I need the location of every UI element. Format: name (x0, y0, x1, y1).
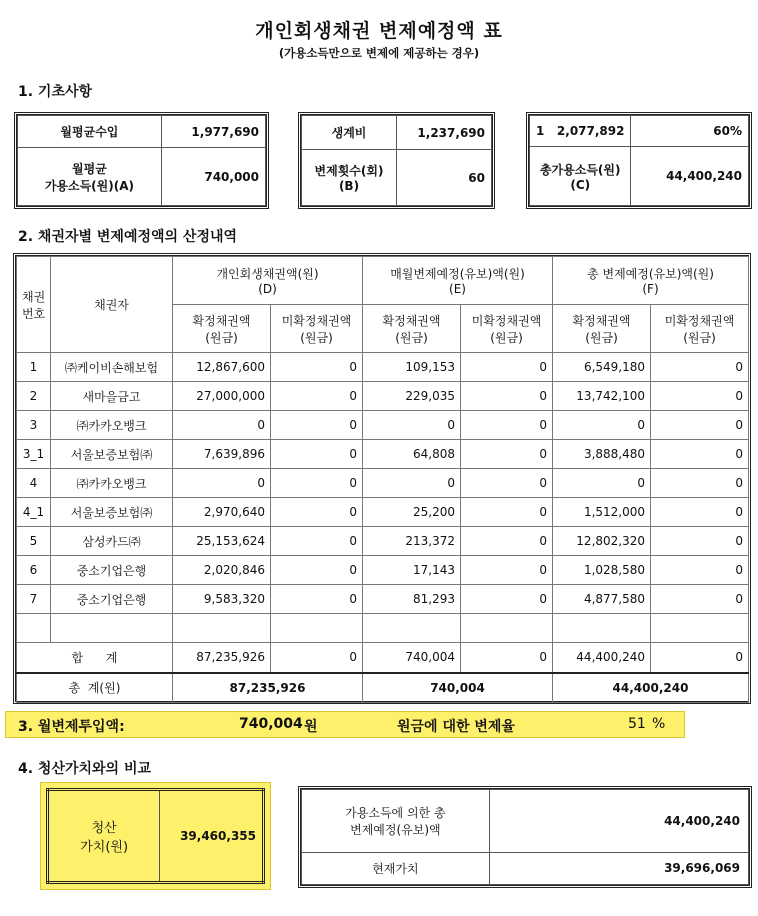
row-confirmed-d: 0 (173, 411, 271, 440)
row-confirmed-d: 12,867,600 (173, 353, 271, 382)
col-creditor-header: 채권자 (51, 257, 173, 353)
comparison-box (298, 786, 752, 888)
repayment-ratio-value: 51 (628, 716, 646, 732)
row-confirmed-d: 0 (173, 469, 271, 498)
payments-label: 변제횟수(회) (B) (302, 150, 397, 206)
row-confirmed-d: 7,639,896 (173, 440, 271, 469)
row-number: 4_1 (17, 498, 51, 527)
row-unconfirmed-e: 0 (461, 469, 553, 498)
row-number: 3_1 (17, 440, 51, 469)
row-confirmed-f: 4,877,580 (553, 585, 651, 614)
row-creditor: 서울보증보험㈜ (51, 440, 173, 469)
planned-repayment-label: 가용소득에 의한 총 변제예정(유보)액 (302, 790, 490, 853)
present-value-label: 현재가치 (302, 852, 490, 884)
creditor-table (13, 253, 751, 704)
row-unconfirmed-f: 0 (651, 556, 749, 585)
grand-total-row (17, 673, 749, 703)
payments-value: 60 (397, 150, 492, 206)
row-unconfirmed-f: 0 (651, 440, 749, 469)
monthly-income-label: 월평균수입 (18, 116, 162, 148)
living-cost-label: 생계비 (302, 116, 397, 150)
row-creditor: 삼성카드㈜ (51, 527, 173, 556)
row-number: 2 (17, 382, 51, 411)
row-number: 3 (17, 411, 51, 440)
grand-total-e: 740,004 (363, 673, 553, 703)
living-cost-box (298, 112, 495, 209)
total-available-value: 44,400,240 (631, 147, 749, 206)
row-number: 4 (17, 469, 51, 498)
row-unconfirmed-f: 0 (651, 527, 749, 556)
table-row (17, 440, 749, 469)
row-confirmed-f: 12,802,320 (553, 527, 651, 556)
row-number: 1 (17, 353, 51, 382)
row-unconfirmed-f: 0 (651, 585, 749, 614)
row-unconfirmed-e: 0 (461, 585, 553, 614)
section2-heading: 2. 채권자별 변제예정액의 산정내역 (18, 229, 238, 245)
row-unconfirmed-e: 0 (461, 440, 553, 469)
row-confirmed-e: 64,808 (363, 440, 461, 469)
page-title: 개인회생채권 변제예정액 표 (255, 20, 503, 42)
sub-confirmed-e: 확정채권액 (원금) (363, 305, 461, 353)
row-unconfirmed-f: 0 (651, 411, 749, 440)
row-creditor: 서울보증보험㈜ (51, 498, 173, 527)
row-confirmed-e: 229,035 (363, 382, 461, 411)
row-confirmed-e: 25,200 (363, 498, 461, 527)
row-creditor: 새마을금고 (51, 382, 173, 411)
row-number: 6 (17, 556, 51, 585)
row-unconfirmed-e: 0 (461, 527, 553, 556)
total-available-box (526, 112, 752, 209)
row-unconfirmed-d: 0 (271, 353, 363, 382)
row-unconfirmed-f: 0 (651, 498, 749, 527)
row-creditor: ㈜카카오뱅크 (51, 469, 173, 498)
repayment-ratio-label: 원금에 대한 변제율 (397, 719, 515, 735)
repayment-ratio-unit: % (652, 716, 666, 732)
row-unconfirmed-e: 0 (461, 382, 553, 411)
grand-total-f: 44,400,240 (553, 673, 749, 703)
subtotal-confirmed-e: 740,004 (363, 643, 461, 673)
row-unconfirmed-f: 0 (651, 382, 749, 411)
row-confirmed-d: 25,153,624 (173, 527, 271, 556)
living-cost-value: 1,237,690 (397, 116, 492, 150)
row-confirmed-e: 0 (363, 469, 461, 498)
empty-row (17, 614, 749, 643)
row-confirmed-d: 9,583,320 (173, 585, 271, 614)
row-confirmed-f: 3,888,480 (553, 440, 651, 469)
monthly-income-value: 1,977,690 (161, 116, 265, 148)
group-e-header: 매월변제예정(유보)액(원) (E) (363, 257, 553, 305)
group-d-header: 개인회생채권액(원) (D) (173, 257, 363, 305)
sub-confirmed-f: 확정채권액 (원금) (553, 305, 651, 353)
total-available-label: 총가용소득(원) (C) (530, 147, 631, 206)
subtotal-label: 합 계 (17, 643, 173, 673)
row-unconfirmed-d: 0 (271, 556, 363, 585)
row-confirmed-f: 0 (553, 411, 651, 440)
subtotal-row (17, 643, 749, 673)
sub-unconfirmed-d: 미확정채권액 (원금) (271, 305, 363, 353)
row-confirmed-f: 1,028,580 (553, 556, 651, 585)
subtotal-unconfirmed-f: 0 (651, 643, 749, 673)
row-confirmed-f: 6,549,180 (553, 353, 651, 382)
table-row (17, 527, 749, 556)
row-number: 5 (17, 527, 51, 556)
row-confirmed-f: 0 (553, 469, 651, 498)
row-unconfirmed-d: 0 (271, 382, 363, 411)
row-confirmed-d: 2,020,846 (173, 556, 271, 585)
row-creditor: ㈜케이비손해보험 (51, 353, 173, 382)
section4-heading: 4. 청산가치와의 비교 (18, 761, 151, 777)
table-row (17, 382, 749, 411)
subtotal-confirmed-d: 87,235,926 (173, 643, 271, 673)
row-confirmed-e: 0 (363, 411, 461, 440)
row-unconfirmed-e: 0 (461, 556, 553, 585)
grand-total-d: 87,235,926 (173, 673, 363, 703)
section1-heading: 1. 기초사항 (18, 84, 93, 100)
table-row (17, 585, 749, 614)
row-confirmed-d: 27,000,000 (173, 382, 271, 411)
income-box (14, 112, 269, 209)
row-unconfirmed-d: 0 (271, 585, 363, 614)
monthly-payment-label: 3. 월변제투입액: (18, 719, 125, 735)
subtotal-unconfirmed-d: 0 (271, 643, 363, 673)
row-creditor: ㈜카카오뱅크 (51, 411, 173, 440)
liquidation-value-box (40, 782, 271, 890)
planned-repayment-value: 44,400,240 (489, 790, 748, 853)
sub-unconfirmed-e: 미확정채권액 (원금) (461, 305, 553, 353)
page-subtitle: (가용소득만으로 변제에 제공하는 경우) (278, 46, 480, 60)
row-unconfirmed-f: 0 (651, 469, 749, 498)
table-row (17, 498, 749, 527)
row-unconfirmed-f: 0 (651, 353, 749, 382)
sub-unconfirmed-f: 미확정채권액 (원금) (651, 305, 749, 353)
subtotal-confirmed-f: 44,400,240 (553, 643, 651, 673)
grand-total-label: 총 계(원) (17, 673, 173, 703)
row-unconfirmed-e: 0 (461, 353, 553, 382)
table-row (17, 353, 749, 382)
monthly-payment-bar (5, 711, 685, 738)
row-unconfirmed-d: 0 (271, 469, 363, 498)
row-confirmed-f: 1,512,000 (553, 498, 651, 527)
table-row (17, 411, 749, 440)
row-unconfirmed-e: 0 (461, 411, 553, 440)
group-f-header: 총 변제예정(유보)액(원) (F) (553, 257, 749, 305)
row-confirmed-e: 109,153 (363, 353, 461, 382)
row-creditor: 중소기업은행 (51, 585, 173, 614)
table-row (17, 469, 749, 498)
row-confirmed-e: 81,293 (363, 585, 461, 614)
row-creditor: 중소기업은행 (51, 556, 173, 585)
row-unconfirmed-e: 0 (461, 498, 553, 527)
box3-percent: 60% (631, 116, 749, 147)
available-income-value: 740,000 (161, 148, 265, 206)
table-row (17, 556, 749, 585)
liquidation-value-label: 청산 가치(원) (48, 790, 160, 883)
row-unconfirmed-d: 0 (271, 527, 363, 556)
row-unconfirmed-d: 0 (271, 411, 363, 440)
row-confirmed-e: 17,143 (363, 556, 461, 585)
col-number-header: 채권 번호 (17, 257, 51, 353)
row-number: 7 (17, 585, 51, 614)
present-value: 39,696,069 (489, 852, 748, 884)
box3-number-amount: 1 2,077,892 (530, 116, 631, 147)
monthly-payment-unit: 원 (304, 719, 318, 735)
available-income-label: 월평균 가용소득(원)(A) (18, 148, 162, 206)
monthly-payment-amount: 740,004 (239, 716, 303, 732)
row-confirmed-d: 2,970,640 (173, 498, 271, 527)
liquidation-value: 39,460,355 (160, 790, 264, 883)
row-unconfirmed-d: 0 (271, 440, 363, 469)
row-confirmed-f: 13,742,100 (553, 382, 651, 411)
row-unconfirmed-d: 0 (271, 498, 363, 527)
sub-confirmed-d: 확정채권액 (원금) (173, 305, 271, 353)
row-confirmed-e: 213,372 (363, 527, 461, 556)
subtotal-unconfirmed-e: 0 (461, 643, 553, 673)
